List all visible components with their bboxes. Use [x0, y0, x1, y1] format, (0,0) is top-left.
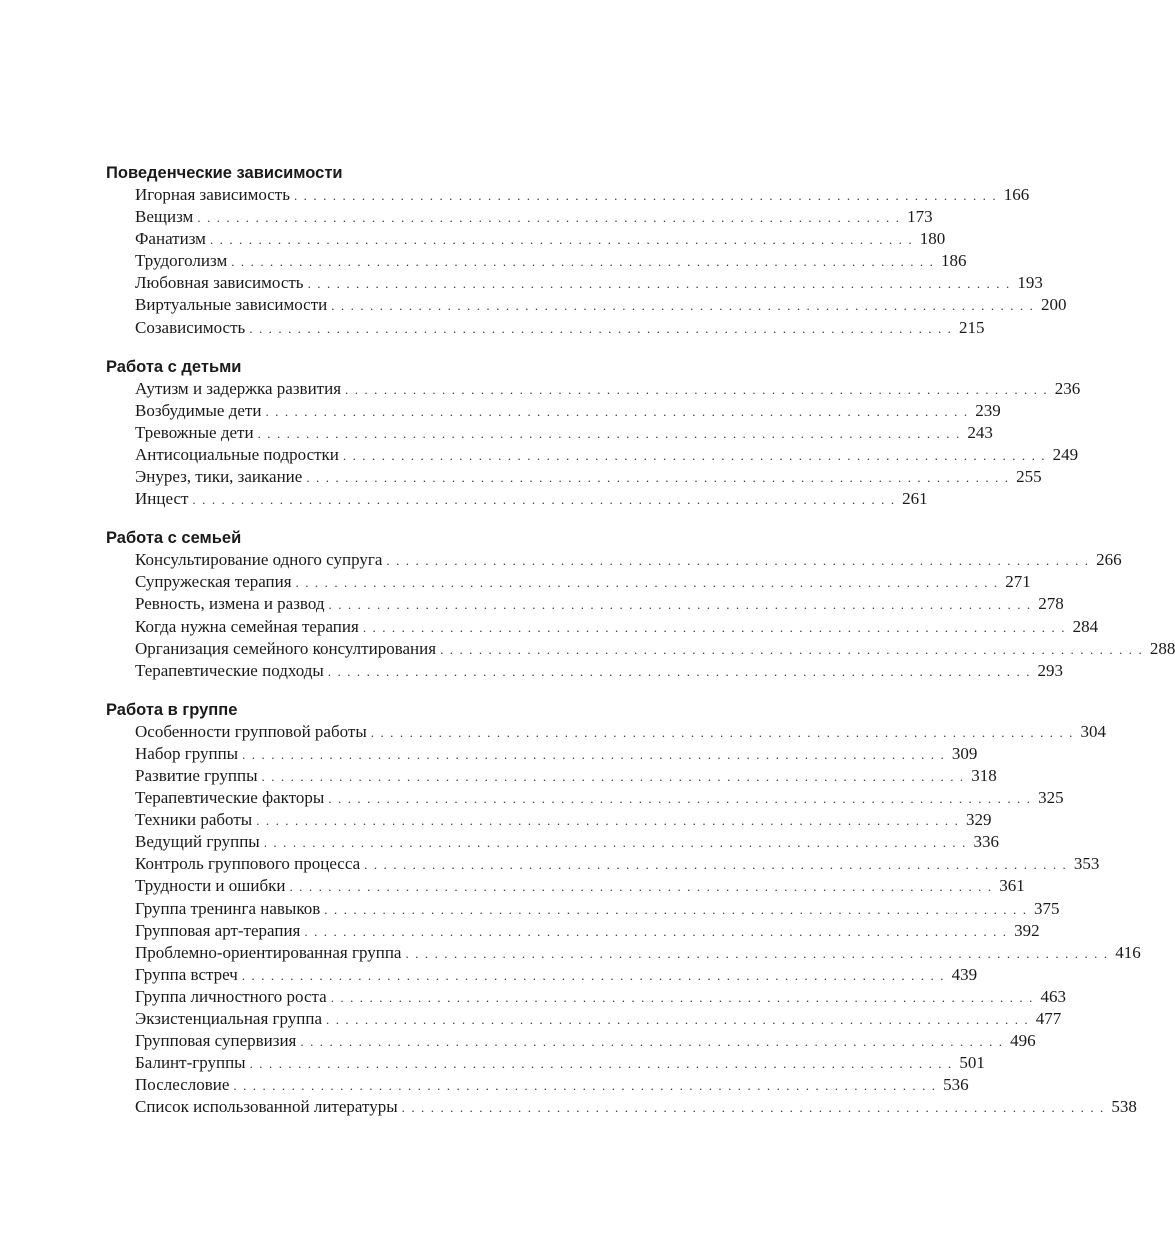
dot-leader: . . . . . . . . . . . . . . . . . . . . . . . . . . . . . . . . . . . . . . . . . . . . . . . . . . . . . . . . . . . . . . . . . . . . . . . . . [304, 923, 1008, 939]
table-of-contents [106, 162, 1175, 1135]
section-title: Поведенческие зависимости [106, 164, 343, 182]
page-number: 329 [965, 810, 992, 830]
toc-entry[interactable] [135, 853, 1100, 875]
page-number: 173 [907, 207, 933, 227]
page-number: 271 [1005, 572, 1031, 592]
page-number: 249 [1052, 444, 1079, 464]
toc-entry[interactable] [135, 250, 967, 272]
toc-entry[interactable] [135, 184, 1030, 206]
page-number: 318 [971, 765, 997, 785]
toc-entry[interactable] [135, 809, 992, 831]
page-number: 501 [959, 1053, 985, 1073]
entry-title: Группа тренинга навыков [135, 898, 321, 918]
dot-leader: . . . . . . . . . . . . . . . . . . . . . . . . . . . . . . . . . . . . . . . . . . . . . . . . . . . . . . . . . . . . . . . . . . . . . . . . . [242, 746, 946, 762]
page-number: 166 [1003, 185, 1030, 204]
section-title: Работа с детьми [106, 357, 242, 376]
page-number: 538 [1111, 1097, 1137, 1117]
entry-title: Групповая арт-терапия [135, 920, 301, 940]
toc-entry[interactable] [135, 466, 1042, 488]
page-number: 266 [1096, 550, 1122, 570]
entry-title: Трудности и ошибки [135, 876, 286, 896]
page-number: 293 [1037, 660, 1064, 680]
page-number: 243 [967, 422, 993, 442]
dot-leader: . . . . . . . . . . . . . . . . . . . . . . . . . . . . . . . . . . . . . . . . . . . . . . . . . . . . . . . . . . . . . . . . . . . . . . . . . [295, 575, 999, 591]
dot-leader: . . . . . . . . . . . . . . . . . . . . . . . . . . . . . . . . . . . . . . . . . . . . . . . . . . . . . . . . . . . . . . . . . . . . . . . . . [306, 470, 1010, 486]
toc-entry[interactable] [135, 964, 978, 986]
entry-title: Терапевтические факторы [135, 788, 325, 808]
entry-title: Послесловие [135, 1075, 230, 1095]
entry-title: Групповая супервизия [135, 1031, 297, 1051]
page-number: 215 [959, 317, 985, 337]
toc-entry[interactable] [135, 1074, 969, 1096]
entry-title: Ревность, измена и развод [135, 594, 325, 614]
entry-title: Балинт-группы [135, 1053, 246, 1073]
dot-leader: . . . . . . . . . . . . . . . . . . . . . . . . . . . . . . . . . . . . . . . . . . . . . . . . . . . . . . . . . . . . . . . . . . . . . . . . . [326, 1012, 1030, 1027]
page-number: 180 [919, 229, 946, 249]
dot-leader: . . . . . . . . . . . . . . . . . . . . . . . . . . . . . . . . . . . . . . . . . . . . . . . . . . . . . . . . . . . . . . . . . . . . . . . . . [233, 1078, 937, 1094]
page-number: 304 [1080, 721, 1107, 741]
toc-entry[interactable] [135, 638, 1175, 660]
toc-section [106, 162, 1067, 339]
entry-title: Организация семейного консултирования [135, 638, 437, 658]
dot-leader: . . . . . . . . . . . . . . . . . . . . . . . . . . . . . . . . . . . . . . . . . . . . . . . . . . . . . . . . . . . . . . . . . . . . . . . . . [265, 403, 969, 419]
dot-leader: . . . . . . . . . . . . . . . . . . . . . . . . . . . . . . . . . . . . . . . . . . . . . . . . . . . . . . . . . . . . . . . . . . . . . . . . . [342, 447, 1047, 463]
dot-leader: . . . . . . . . . . . . . . . . . . . . . . . . . . . . . . . . . . . . . . . . . . . . . . . . . . . . . . . . . . . . . . . . . . . . . . . . . [192, 492, 896, 508]
entry-title: Вещизм [135, 207, 194, 227]
dot-leader: . . . . . . . . . . . . . . . . . . . . . . . . . . . . . . . . . . . . . . . . . . . . . . . . . . . . . . . . . . . . . . . . . . . . . . . . . [440, 641, 1144, 657]
entry-title: Возбудимые дети [135, 400, 262, 420]
entry-title: Аутизм и задержка развития [135, 378, 342, 398]
page-number: 496 [1010, 1031, 1036, 1051]
entry-title: Энурез, тики, заикание [135, 467, 303, 487]
page-number: 278 [1038, 594, 1064, 614]
toc-entry[interactable] [135, 488, 928, 510]
toc-entry[interactable] [135, 898, 1060, 920]
entry-title: Ведущий группы [135, 832, 260, 852]
page-number: 336 [973, 832, 999, 852]
dot-leader: . . . . . . . . . . . . . . . . . . . . . . . . . . . . . . . . . . . . . . . . . . . . . . . . . . . . . . . . . . . . . . . . . . . . . . . . . [307, 276, 1011, 292]
dot-leader: . . . . . . . . . . . . . . . . . . . . . . . . . . . . . . . . . . . . . . . . . . . . . . . . . . . . . . . . . . . . . . . . . . . . . . . . . [289, 879, 993, 895]
entry-title: Супружеская терапия [135, 572, 292, 592]
toc-entry[interactable] [135, 294, 1067, 316]
dot-leader: . . . . . . . . . . . . . . . . . . . . . . . . . . . . . . . . . . . . . . . . . . . . . . . . . . . . . . . . . . . . . . . . . . . . . . . . . [300, 1034, 1004, 1050]
toc-entry[interactable] [135, 1096, 1137, 1118]
entry-title: Техники работы [135, 810, 253, 830]
toc-entry[interactable] [135, 378, 1081, 400]
page-number: 261 [902, 489, 928, 509]
toc-entry[interactable] [135, 831, 999, 853]
page-number: 375 [1034, 898, 1060, 918]
entry-title: Игорная зависимость [135, 185, 290, 204]
entry-title: Консультирование одного супруга [135, 550, 383, 570]
entry-title: Когда нужна семейная терапия [135, 616, 359, 636]
toc-entry[interactable] [135, 721, 1107, 743]
page-number: 255 [1016, 467, 1042, 487]
toc-section [106, 527, 1175, 682]
toc-entry[interactable] [135, 616, 1099, 638]
toc-entry[interactable] [135, 206, 933, 228]
toc-entry[interactable] [135, 228, 946, 250]
dot-leader: . . . . . . . . . . . . . . . . . . . . . . . . . . . . . . . . . . . . . . . . . . . . . . . . . . . . . . . . . . . . . . . . . . . . . . . . . [330, 989, 1034, 1005]
dot-leader: . . . . . . . . . . . . . . . . . . . . . . . . . . . . . . . . . . . . . . . . . . . . . . . . . . . . . . . . . . . . . . . . . . . . . . . . . [405, 945, 1109, 961]
toc-section [106, 699, 1141, 1119]
dot-leader: . . . . . . . . . . . . . . . . . . . . . . . . . . . . . . . . . . . . . . . . . . . . . . . . . . . . . . . . . . . . . . . . . . . . . . . . . [362, 619, 1067, 635]
dot-leader: . . . . . . . . . . . . . . . . . . . . . . . . . . . . . . . . . . . . . . . . . . . . . . . . . . . . . . . . . . . . . . . . . . . . . . . . . [249, 320, 953, 336]
toc-entry[interactable] [135, 422, 993, 444]
page-number: 288 [1149, 638, 1175, 658]
toc-entry[interactable] [135, 571, 1031, 593]
toc-entry[interactable] [135, 593, 1064, 615]
toc-entry[interactable] [135, 1030, 1036, 1052]
entry-title: Список использованной литературы [135, 1097, 398, 1117]
dot-leader: . . . . . . . . . . . . . . . . . . . . . . . . . . . . . . . . . . . . . . . . . . . . . . . . . . . . . . . . . . . . . . . . . . . . . . . . . [364, 857, 1068, 873]
page-number: 361 [999, 876, 1025, 896]
page-number: 439 [951, 964, 978, 984]
page-number: 200 [1040, 295, 1067, 315]
page-number: 536 [943, 1075, 969, 1095]
entry-title: Набор группы [135, 743, 239, 763]
toc-entry[interactable] [135, 317, 985, 339]
dot-leader: . . . . . . . . . . . . . . . . . . . . . . . . . . . . . . . . . . . . . . . . . . . . . . . . . . . . . . . . . . . . . . . . . . . . . . . . . [328, 597, 1032, 613]
page-number: 353 [1073, 854, 1100, 874]
entry-title: Группа встреч [135, 964, 238, 984]
dot-leader: . . . . . . . . . . . . . . . . . . . . . . . . . . . . . . . . . . . . . . . . . . . . . . . . . . . . . . . . . . . . . . . . . . . . . . . . . [345, 381, 1049, 397]
section-title: Работа в группе [106, 700, 238, 719]
dot-leader: . . . . . . . . . . . . . . . . . . . . . . . . . . . . . . . . . . . . . . . . . . . . . . . . . . . . . . . . . . . . . . . . . . . . . . . . . [257, 425, 961, 441]
entry-title: Тревожные дети [135, 422, 254, 442]
toc-entry[interactable] [135, 787, 1064, 809]
dot-leader: . . . . . . . . . . . . . . . . . . . . . . . . . . . . . . . . . . . . . . . . . . . . . . . . . . . . . . . . . . . . . . . . . . . . . . . . . [370, 724, 1075, 740]
page-number: 463 [1040, 986, 1066, 1006]
dot-leader: . . . . . . . . . . . . . . . . . . . . . . . . . . . . . . . . . . . . . . . . . . . . . . . . . . . . . . . . . . . . . . . . . . . . . . . . . [249, 1056, 953, 1072]
toc-entry[interactable] [135, 444, 1079, 466]
dot-leader: . . . . . . . . . . . . . . . . . . . . . . . . . . . . . . . . . . . . . . . . . . . . . . . . . . . . . . . . . . . . . . . . . . . . . . . . . [241, 967, 946, 983]
dot-leader: . . . . . . . . . . . . . . . . . . . . . . . . . . . . . . . . . . . . . . . . . . . . . . . . . . . . . . . . . . . . . . . . . . . . . . . . . [386, 553, 1090, 569]
dot-leader: . . . . . . . . . . . . . . . . . . . . . . . . . . . . . . . . . . . . . . . . . . . . . . . . . . . . . . . . . . . . . . . . . . . . . . . . . [328, 791, 1032, 807]
entry-title: Особенности групповой работы [135, 721, 367, 741]
entry-title: Терапевтические подходы [135, 660, 324, 680]
entry-title: Антисоциальные подростки [135, 444, 339, 464]
entry-title: Созависимость [135, 317, 246, 337]
entry-title: Любовная зависимость [135, 273, 304, 293]
page-number: 236 [1054, 378, 1081, 398]
entry-title: Экзистенциальная группа [135, 1009, 323, 1028]
dot-leader: . . . . . . . . . . . . . . . . . . . . . . . . . . . . . . . . . . . . . . . . . . . . . . . . . . . . . . . . . . . . . . . . . . . . . . . . . [231, 254, 935, 270]
toc-entry[interactable] [135, 986, 1066, 1008]
dot-leader: . . . . . . . . . . . . . . . . . . . . . . . . . . . . . . . . . . . . . . . . . . . . . . . . . . . . . . . . . . . . . . . . . . . . . . . . . [263, 835, 967, 851]
toc-entry[interactable] [135, 942, 1141, 964]
entry-title: Проблемно-ориентированная группа [135, 942, 402, 962]
dot-leader: . . . . . . . . . . . . . . . . . . . . . . . . . . . . . . . . . . . . . . . . . . . . . . . . . . . . . . . . . . . . . . . . . . . . . . . . . [209, 232, 914, 248]
dot-leader: . . . . . . . . . . . . . . . . . . . . . . . . . . . . . . . . . . . . . . . . . . . . . . . . . . . . . . . . . . . . . . . . . . . . . . . . . [327, 663, 1032, 679]
toc-entry[interactable] [135, 400, 1001, 422]
toc-entry[interactable] [135, 920, 1040, 942]
dot-leader: . . . . . . . . . . . . . . . . . . . . . . . . . . . . . . . . . . . . . . . . . . . . . . . . . . . . . . . . . . . . . . . . . . . . . . . . . [293, 188, 998, 203]
page-number: 239 [975, 400, 1001, 420]
page-number: 477 [1035, 1009, 1062, 1028]
page-number: 309 [951, 743, 978, 763]
entry-title: Развитие группы [135, 765, 258, 785]
toc-entry[interactable] [135, 549, 1122, 571]
dot-leader: . . . . . . . . . . . . . . . . . . . . . . . . . . . . . . . . . . . . . . . . . . . . . . . . . . . . . . . . . . . . . . . . . . . . . . . . . [401, 1100, 1105, 1116]
dot-leader: . . . . . . . . . . . . . . . . . . . . . . . . . . . . . . . . . . . . . . . . . . . . . . . . . . . . . . . . . . . . . . . . . . . . . . . . . [197, 210, 901, 226]
page-number: 416 [1115, 942, 1141, 962]
entry-title: Трудоголизм [135, 251, 228, 271]
dot-leader: . . . . . . . . . . . . . . . . . . . . . . . . . . . . . . . . . . . . . . . . . . . . . . . . . . . . . . . . . . . . . . . . . . . . . . . . . [324, 901, 1028, 917]
toc-entry[interactable] [135, 660, 1064, 682]
dot-leader: . . . . . . . . . . . . . . . . . . . . . . . . . . . . . . . . . . . . . . . . . . . . . . . . . . . . . . . . . . . . . . . . . . . . . . . . . [261, 768, 965, 784]
page-number: 284 [1072, 616, 1099, 636]
dot-leader: . . . . . . . . . . . . . . . . . . . . . . . . . . . . . . . . . . . . . . . . . . . . . . . . . . . . . . . . . . . . . . . . . . . . . . . . . [331, 298, 1035, 314]
section-title: Работа с семьей [106, 529, 242, 548]
entry-title: Группа личностного роста [135, 986, 327, 1006]
entry-title: Инцест [135, 489, 189, 509]
entry-title: Виртуальные зависимости [135, 295, 328, 315]
entry-title: Контроль группового процесса [135, 854, 361, 874]
page-number: 186 [940, 251, 967, 271]
toc-section [106, 356, 1081, 511]
toc-entry[interactable] [135, 1052, 985, 1074]
toc-entry[interactable] [135, 765, 997, 787]
page-number: 193 [1017, 273, 1043, 293]
toc-entry[interactable] [135, 1008, 1062, 1030]
toc-entry[interactable] [135, 743, 978, 765]
dot-leader: . . . . . . . . . . . . . . . . . . . . . . . . . . . . . . . . . . . . . . . . . . . . . . . . . . . . . . . . . . . . . . . . . . . . . . . . . [256, 813, 960, 829]
toc-entry[interactable] [135, 272, 1043, 294]
entry-title: Фанатизм [135, 229, 206, 249]
page-number: 392 [1014, 920, 1040, 940]
toc-entry[interactable] [135, 875, 1025, 897]
page-number: 325 [1038, 788, 1064, 808]
